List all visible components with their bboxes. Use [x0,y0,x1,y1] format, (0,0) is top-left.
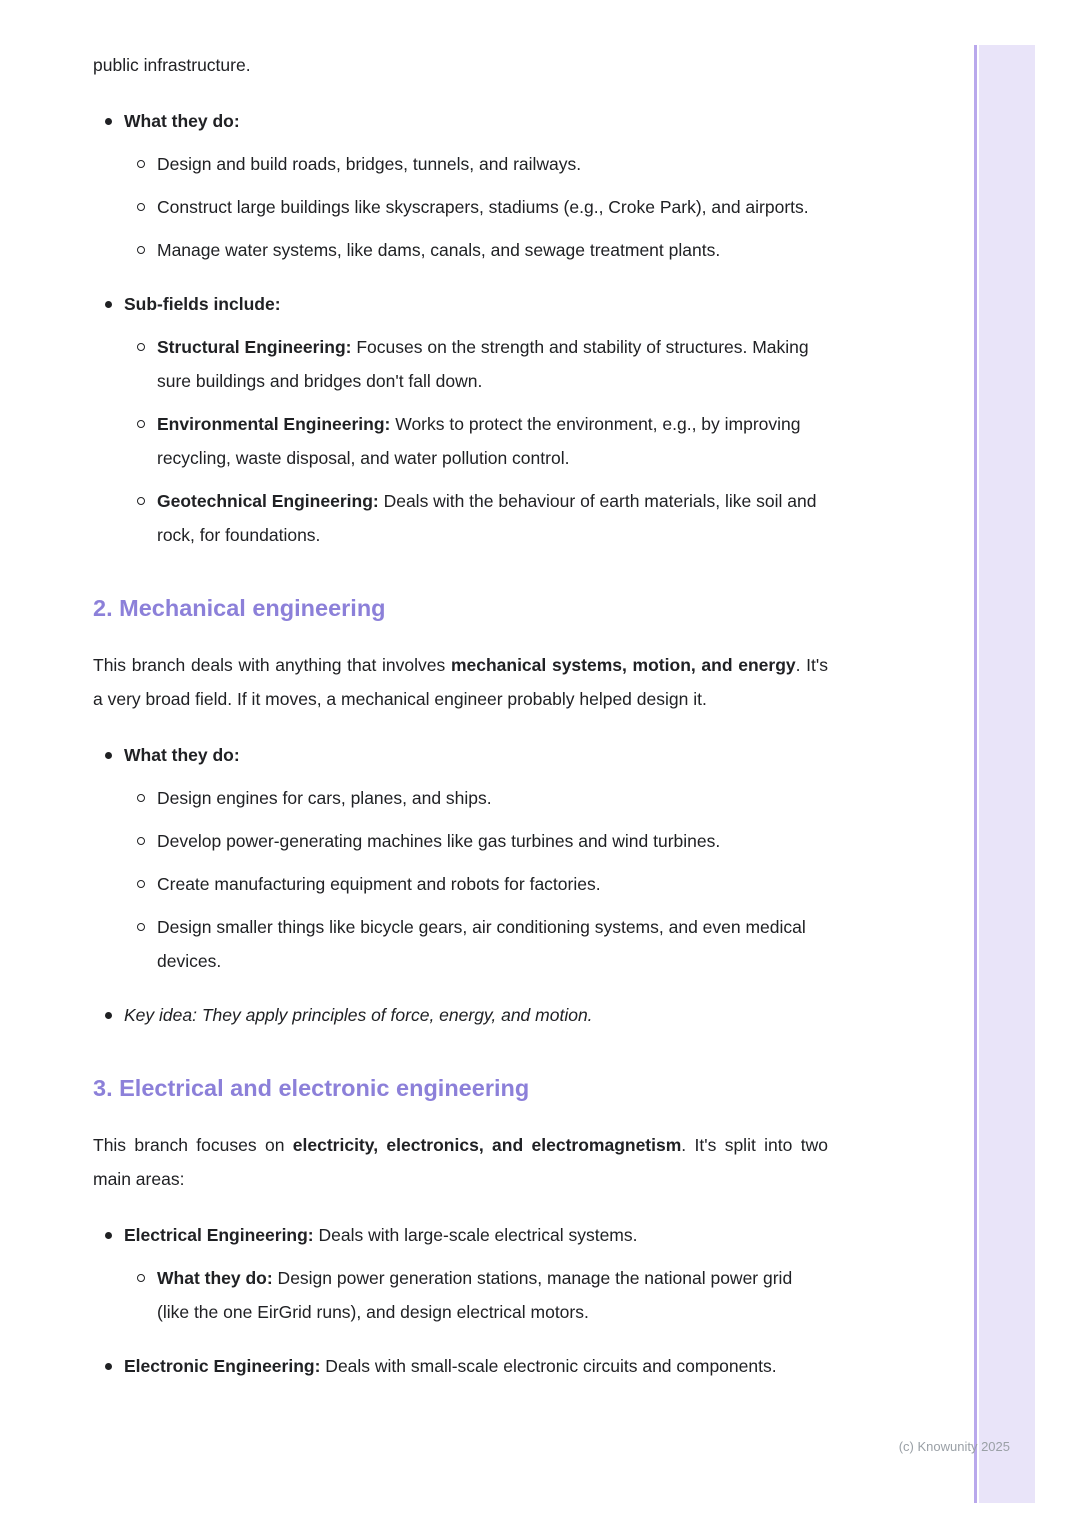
sub-bullet-list [124,1261,828,1329]
paragraph [93,648,828,716]
text-segment: This branch deals with anything that involves [93,655,451,675]
list-item [93,287,828,552]
sub-list-item [124,147,828,181]
text-segment: Geotechnical Engineering: [157,491,379,511]
text-segment: Structural Engineering: [157,337,352,357]
copyright-watermark: (c) Knowunity 2025 [898,1439,1010,1454]
sub-list-item [124,824,828,858]
sub-bullet-list [124,330,828,552]
text-segment: Deals with small-scale electronic circuits and components. [320,1356,777,1376]
paragraph [93,48,828,82]
sub-list-item [124,190,828,224]
text-segment: Works to protect the environment, e.g., by improving recycling, waste disposal, and water pollution control. [157,414,801,468]
text-segment: Deals with the behaviour of earth materials, like soil and rock, for foundations. [157,491,817,545]
section-heading: 3. Electrical and electronic engineering [93,1075,530,1101]
sub-list-item [124,910,828,978]
text-segment: Design engines for cars, planes, and ships. [157,788,492,808]
text-segment: Construct large buildings like skyscrapers, stadiums (e.g., Croke Park), and airports. [157,197,809,217]
sub-list-item [124,867,828,901]
document-content [93,48,828,1405]
sub-list-item [124,484,828,552]
text-segment: Key idea: They apply principles of force, energy, and motion. [124,1005,593,1025]
sub-bullet-list [124,147,828,267]
sub-list-item [124,781,828,815]
list-item [93,738,828,978]
page-edge-line [974,45,977,1503]
text-segment: What they do: [124,745,240,765]
bullet-list [93,1218,828,1383]
section-heading: 2. Mechanical engineering [93,595,386,621]
text-segment: Electrical Engineering: [124,1225,314,1245]
bullet-list [93,104,828,552]
text-segment: What they do: [157,1268,273,1288]
sub-list-item [124,330,828,398]
sub-list-item [124,233,828,267]
text-segment: Focuses on the strength and stability of structures. Making sure buildings and bridges don't fall down. [157,337,809,391]
text-segment: Design smaller things like bicycle gears, air conditioning systems, and even medical devices. [157,917,806,971]
list-item [93,998,828,1032]
text-segment: Environmental Engineering: [157,414,391,434]
text-segment: mechanical systems, motion, and energy [450,655,796,675]
list-item [93,1349,828,1383]
text-segment: Electronic Engineering: [124,1356,321,1376]
text-segment: Design power generation stations, manage the national power grid (like the one EirGrid runs), and design electrical motors. [157,1268,793,1322]
paragraph [93,1128,828,1196]
scrollbar-track[interactable] [979,45,1035,1503]
sub-list-item [124,1261,828,1329]
sub-bullet-list [124,781,828,978]
text-segment: Manage water systems, like dams, canals, and sewage treatment plants. [157,240,721,260]
text-segment: electricity, electronics, and electromagnetism [292,1135,682,1155]
text-segment: . It's a very broad field. If it moves, a mechanical engineer probably helped design it. [93,655,828,709]
bullet-list [93,738,828,1032]
text-segment: This branch focuses on [93,1135,293,1155]
text-segment: Sub-fields include: [124,294,281,314]
list-item [93,1218,828,1329]
text-segment: . It's split into two main areas: [93,1135,828,1189]
sub-list-item [124,407,828,475]
text-segment: Develop power-generating machines like gas turbines and wind turbines. [157,831,721,851]
text-segment: Deals with large-scale electrical systems. [313,1225,638,1245]
list-item [93,104,828,267]
text-segment: public infrastructure. [93,55,251,75]
text-segment: Create manufacturing equipment and robots for factories. [157,874,601,894]
text-segment: Design and build roads, bridges, tunnels, and railways. [157,154,582,174]
text-segment: What they do: [124,111,240,131]
